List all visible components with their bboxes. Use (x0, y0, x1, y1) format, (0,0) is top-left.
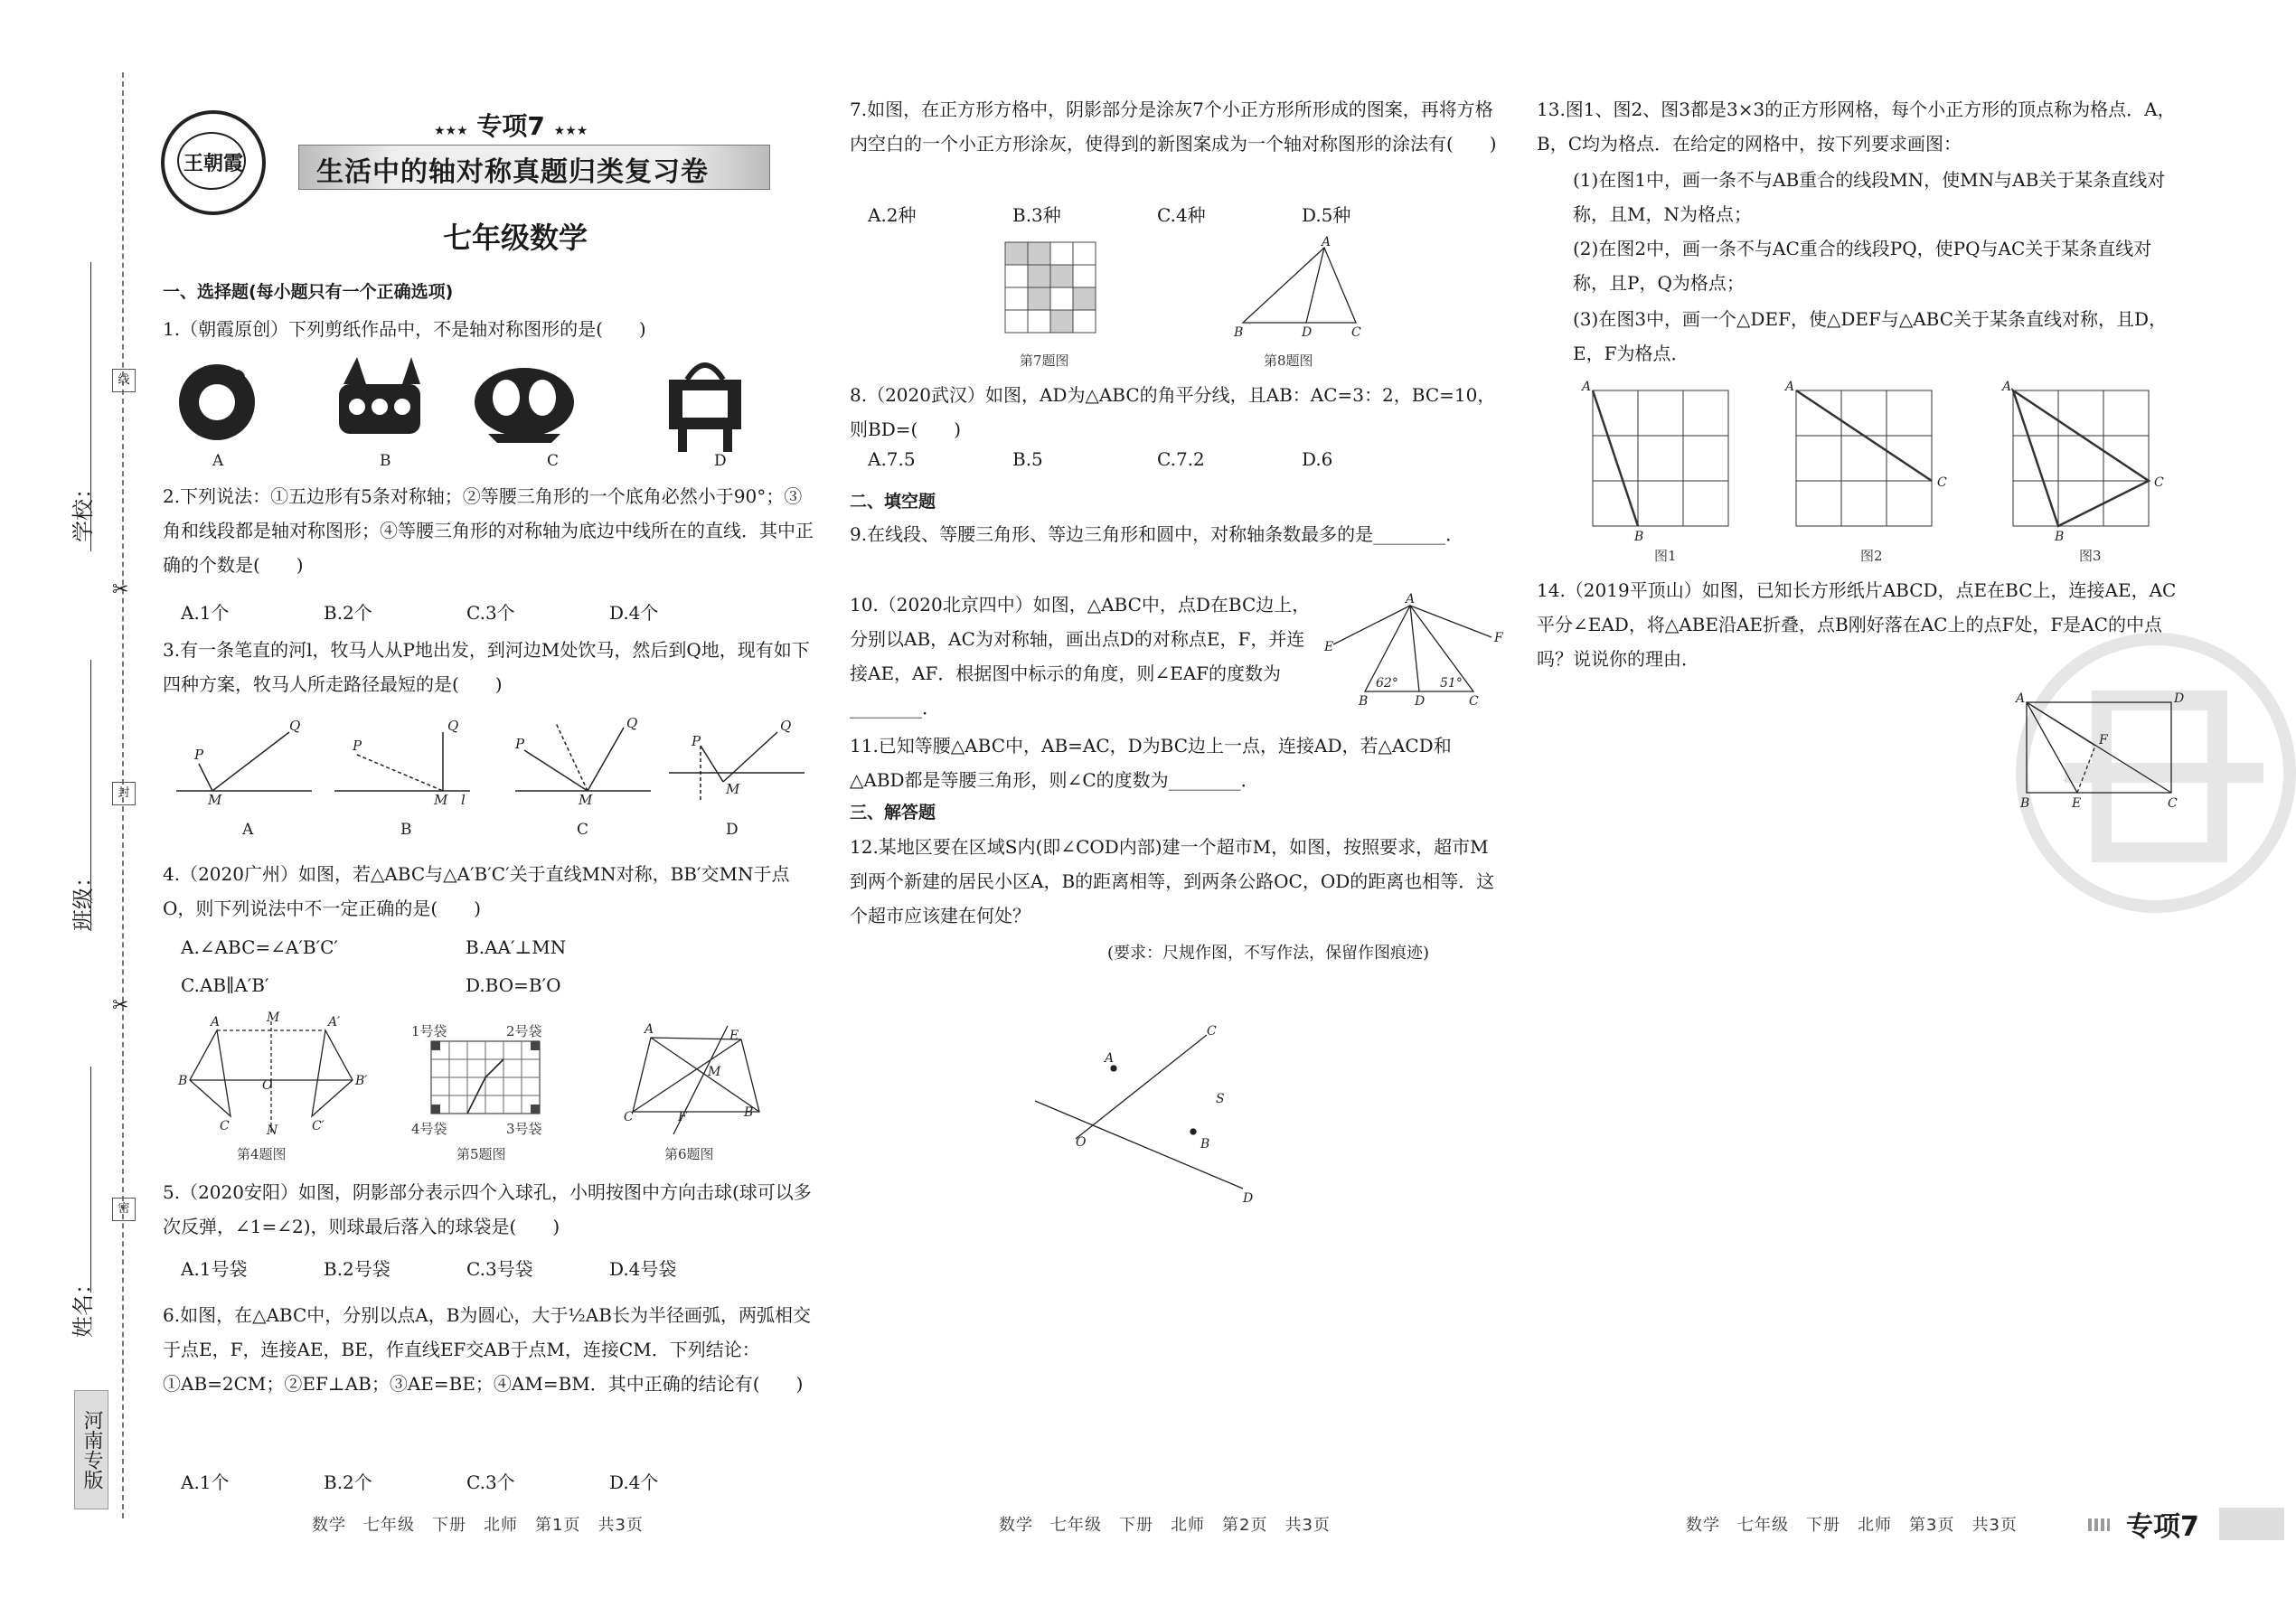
svg-text:E: E (729, 1029, 739, 1043)
header-badge (434, 107, 588, 143)
figure-caption: 第5题图 (456, 1146, 506, 1162)
figure-caption: 第4题图 (237, 1146, 287, 1162)
option-a[interactable]: A.∠ABC=∠A′B′C′ (181, 936, 338, 958)
question-11: 11.已知等腰△ABC中，AB=AC，D为BC边上一点，连接AD，若△ACD和△ABD都是等腰三角形，则∠C的度数为________． (850, 735, 1452, 791)
svg-text:C: C (1937, 475, 1947, 490)
option-b[interactable]: B.2个 (324, 602, 372, 624)
fig-10 (1324, 592, 1505, 710)
footer-page-2: 数学 七年级 下册 北师 第2页 共3页 (999, 1516, 1331, 1535)
svg-text:A: A (1582, 380, 1592, 394)
svg-text:M: M (708, 1065, 721, 1079)
option-d[interactable]: D.4个 (609, 602, 659, 624)
school-label: 学校： (71, 477, 96, 542)
question-14: 14.（2019平顶山）如图，已知长方形纸片ABCD，点E在BC上，连接AE，AC平分∠EAD，将△ABE沿AE折叠，点B刚好落在AC上的点F处，F是AC的中点吗？说说你的理由． (1537, 579, 2177, 670)
question-13: 13.图1、图2、图3都是3×3的正方形网格，每个小正方形的顶点称为格点．A，B，C均为格点．在给定的网格中，按下列要求画图： (1537, 99, 2176, 155)
svg-text:l: l (461, 792, 466, 808)
logo (161, 110, 266, 215)
q8-options (868, 448, 1332, 470)
svg-text:E: E (2072, 796, 2082, 811)
figure-caption: 第8题图 (1264, 353, 1313, 369)
seal-label-line: 线 (112, 369, 136, 392)
svg-text:B: B (744, 1105, 754, 1120)
option-d[interactable]: D.4号袋 (609, 1258, 677, 1280)
logo-text: 王朝霞 (183, 152, 243, 175)
footer-page-3: 数学 七年级 下册 北师 第3页 共3页 (1686, 1516, 2018, 1535)
q1-figure-labels (212, 452, 727, 470)
question-10: 10.（2020北京四中）如图，△ABC中，点D在BC边上，分别以AB，AC为对称轴，画出点D的对称点E，F，并连接AE，AF．根据图中标示的角度，则∠EAF的度数为________． (850, 594, 1311, 719)
svg-text:M: M (434, 792, 448, 808)
option-label: C (547, 452, 560, 470)
svg-text:C: C (1207, 1024, 1217, 1039)
svg-text:C: C (1351, 325, 1361, 340)
option-a[interactable]: A.1号袋 (181, 1258, 248, 1280)
svg-text:B: B (1359, 694, 1369, 709)
svg-text:B′: B′ (355, 1074, 368, 1088)
question-4: 4.（2020广州）如图，若△ABC与△A′B′C′关于直线MN对称，BB′交MN于点O，则下列说法中不一定正确的是( ) (163, 863, 790, 919)
figure-caption: 第6题图 (664, 1146, 714, 1162)
papercut-b (339, 357, 420, 434)
fig-8-triangle (1229, 237, 1374, 341)
corner-tag: 专项7 (2126, 1511, 2199, 1543)
svg-text:Q: Q (447, 718, 459, 734)
question-2: 2.下列说法：①五边形有5条对称轴；②等腰三角形的一个底角必然小于90°；③角和线段都是轴对称图形；④等腰三角形的对称轴为底边中线所在的直线．其中正确的个数是( ) (163, 485, 814, 576)
grid-caption-1: 图1 (1654, 548, 1677, 564)
option-label: B (380, 452, 391, 470)
papercut-a (179, 364, 255, 440)
option-b[interactable]: B.2个 (324, 1471, 372, 1493)
question-9: 9.在线段、等腰三角形、等边三角形和圆中，对称轴条数最多的是________． (850, 523, 1464, 545)
svg-text:C: C (624, 1110, 634, 1124)
fig-12-angle (1030, 1021, 1266, 1206)
question-3: 3.有一条笔直的河l，牧马人从P地出发，到河边M处饮马，然后到Q地，现有如下四种方案，牧马人所走路径最短的是( ) (163, 639, 810, 695)
option-b[interactable]: B.2号袋 (324, 1258, 391, 1280)
section-heading: 一、选择题(每小题只有一个正确选项) (163, 282, 454, 302)
option-b[interactable]: B.3种 (1012, 204, 1061, 226)
pocket-label-2: 2号袋 (506, 1023, 542, 1039)
option-c[interactable]: C.3号袋 (466, 1258, 533, 1280)
svg-text:D: D (1415, 694, 1426, 709)
option-c[interactable]: C.3个 (466, 1471, 515, 1493)
svg-text:B: B (1634, 530, 1644, 544)
question-8: 8.（2020武汉）如图，AD为△ABC的角平分线，且AB：AC=3：2，BC=10，则BD=( ) (850, 384, 1496, 440)
svg-text:O: O (262, 1078, 273, 1093)
svg-text:F: F (2099, 733, 2108, 747)
svg-text:A: A (645, 1022, 654, 1037)
svg-text:Q: Q (289, 718, 301, 734)
question-13-part2: (2)在图2中，画一条不与AC重合的线段PQ，使PQ与AC关于某条直线对称，且P，Q为格点； (1573, 238, 2152, 294)
option-c[interactable]: C.3个 (466, 602, 515, 624)
svg-text:C: C (1469, 694, 1479, 709)
svg-text:Q: Q (780, 718, 792, 734)
svg-text:B: B (2020, 796, 2030, 811)
svg-text:C′: C′ (312, 1119, 325, 1133)
svg-text:P: P (353, 738, 362, 754)
question-1: 1.（朝霞原创）下列剪纸作品中，不是轴对称图形的是( ) (163, 318, 646, 340)
svg-text:C: C (2168, 796, 2178, 811)
svg-text:N: N (267, 1123, 278, 1138)
option-c[interactable]: C.7.2 (1157, 448, 1205, 470)
option-c[interactable]: C.AB∥A′B′ (181, 974, 269, 996)
seal-label-secret: 密 (112, 1198, 136, 1221)
svg-text:D: D (1302, 325, 1313, 340)
option-d[interactable]: D.4个 (609, 1471, 659, 1493)
badge-text: 专项7 (476, 111, 545, 141)
option-b[interactable]: B.AA′⊥MN (466, 936, 567, 958)
star-icon: ★★★ (553, 124, 588, 138)
page-subtitle: 七年级数学 (443, 221, 588, 255)
pocket-label-3: 3号袋 (506, 1121, 542, 1137)
option-a[interactable]: A (242, 821, 254, 839)
star-icon: ★★★ (434, 124, 468, 138)
q6-options (181, 1468, 658, 1494)
q7-options (868, 201, 1350, 227)
fig-13-grid-3 (2002, 380, 2174, 542)
svg-text:A: A (2016, 691, 2026, 706)
option-a[interactable]: A.1个 (181, 1471, 230, 1493)
svg-text:F: F (1494, 631, 1503, 645)
svg-text:M: M (579, 792, 593, 808)
svg-text:M: M (208, 792, 222, 808)
svg-text:M: M (267, 1011, 280, 1025)
svg-text:P: P (515, 736, 525, 752)
papercut-d (669, 365, 741, 452)
svg-text:A: A (1322, 235, 1331, 249)
class-label: 班级： (71, 866, 96, 931)
corner-decoration (2088, 1518, 2110, 1531)
option-a[interactable]: A.2种 (868, 204, 917, 226)
svg-text:M: M (726, 781, 740, 797)
seal-label-seal: 封 (112, 782, 136, 805)
question-12: 12.某地区要在区域S内(即∠COD内部)建一个超市M，如图，按照要求，超市M到两个新建的居民小区A，B的距离相等，到两条公路OC，OD的距离也相等．这个超市应该建在何处？ (850, 836, 1495, 926)
fig-13-grid-2 (1785, 380, 1957, 542)
fig-13-grid-1 (1582, 380, 1745, 542)
svg-text:D: D (1243, 1191, 1254, 1206)
option-d[interactable]: D (726, 821, 739, 839)
option-label: A (212, 452, 224, 470)
grid-caption-3: 图3 (2079, 548, 2102, 564)
svg-text:D: D (2174, 691, 2185, 706)
option-b[interactable]: B (400, 821, 412, 839)
scissors-icon: ✂ (112, 994, 129, 1017)
route-d (669, 718, 805, 800)
svg-text:P: P (692, 733, 701, 749)
section-heading: 二、填空题 (850, 492, 936, 512)
corner-bar (2219, 1508, 2284, 1540)
svg-text:C: C (2154, 475, 2164, 490)
svg-text:S: S (1216, 1092, 1225, 1106)
option-d[interactable]: D.6 (1302, 448, 1333, 470)
svg-text:P: P (194, 747, 204, 763)
svg-text:B: B (2055, 530, 2065, 544)
svg-text:F: F (678, 1110, 687, 1124)
scissors-icon: ✂ (112, 578, 129, 601)
svg-text:A: A (1105, 1051, 1115, 1066)
fig-4 (176, 1012, 366, 1139)
svg-text:A: A (1785, 380, 1795, 394)
svg-text:B: B (1200, 1137, 1210, 1152)
option-b[interactable]: B.5 (1012, 448, 1043, 470)
svg-text:B: B (1234, 325, 1244, 340)
option-d[interactable]: D.BO=B′O (466, 974, 561, 996)
option-a[interactable]: A.7.5 (868, 448, 916, 470)
option-a[interactable]: A.1个 (181, 602, 230, 624)
grid-caption-2: 图2 (1860, 548, 1883, 564)
q4-options-row1 (181, 936, 566, 958)
svg-text:A: A (2002, 380, 2012, 394)
option-c[interactable]: C.4种 (1157, 204, 1206, 226)
fig-7-grid (1005, 242, 1123, 342)
route-b (334, 718, 470, 808)
option-label: D (714, 452, 727, 470)
option-d[interactable]: D.5种 (1302, 204, 1351, 226)
name-line (90, 1067, 91, 1293)
question-5: 5.（2020安阳）如图，阴影部分表示四个入球孔，小明按图中方向击球(球可以多次反弹，∠1=∠2)，则球最后落入的球袋是( ) (163, 1181, 812, 1237)
pocket-label-4: 4号袋 (411, 1121, 447, 1137)
question-7: 7.如图，在正方形方格中，阴影部分是涂灰7个小正方形所形成的图案，再将方格内空白的一个小正方形涂灰，使得到的新图案成为一个轴对称图形的涂法有( ) (850, 99, 1497, 155)
question-13-part3: (3)在图3中，画一个△DEF，使△DEF与△ABC关于某条直线对称，且D，E，F为格点． (1573, 308, 2168, 364)
angle-51: 51° (1440, 676, 1463, 691)
svg-text:Q: Q (626, 715, 638, 731)
page-title: 生活中的轴对称真题归类复习卷 (316, 156, 709, 188)
option-c[interactable]: C (577, 821, 589, 839)
svg-text:E: E (1324, 640, 1334, 654)
fig-6 (619, 1021, 773, 1139)
route-a (176, 718, 312, 808)
svg-text:A: A (1406, 592, 1416, 606)
question-13-part1: (1)在图1中，画一条不与AB重合的线段MN，使MN与AB关于某条直线对称，且M，N为格点； (1573, 169, 2166, 225)
svg-text:O: O (1076, 1135, 1087, 1150)
svg-text:A′: A′ (328, 1015, 341, 1029)
question-6: 6.如图，在△ABC中，分别以点A，B为圆心，大于½AB长为半径画弧，两弧相交于点E，F，连接AE，BE，作直线EF交AB于点M，连接CM．下列结论：①AB=2CM；②EF⊥AB；③AE=BE；④AM=BM．其中正确的结论有( ) (163, 1304, 811, 1395)
figure-caption: 第7题图 (1020, 353, 1069, 369)
svg-text:B: B (178, 1074, 188, 1088)
svg-text:C: C (220, 1119, 230, 1133)
q2-options (181, 598, 658, 625)
footer-page-1: 数学 七年级 下册 北师 第1页 共3页 (312, 1516, 644, 1535)
route-c (514, 715, 651, 808)
papercut-c (475, 368, 574, 443)
fig-14-rectangle (2016, 691, 2188, 809)
section-heading: 三、解答题 (850, 803, 936, 823)
region-tag: 河南专版 (74, 1390, 108, 1509)
angle-62: 62° (1376, 676, 1398, 691)
q3-figure-labels (242, 821, 739, 839)
q4-options-row2 (181, 974, 561, 996)
q5-options (181, 1255, 676, 1281)
pocket-label-1: 1号袋 (411, 1023, 447, 1039)
svg-text:A: A (211, 1015, 221, 1029)
q3-route-figures (176, 714, 809, 808)
q12-requirement: (要求：尺规作图，不写作法，保留作图痕迹) (1107, 944, 1430, 963)
name-label: 姓名： (71, 1273, 96, 1338)
